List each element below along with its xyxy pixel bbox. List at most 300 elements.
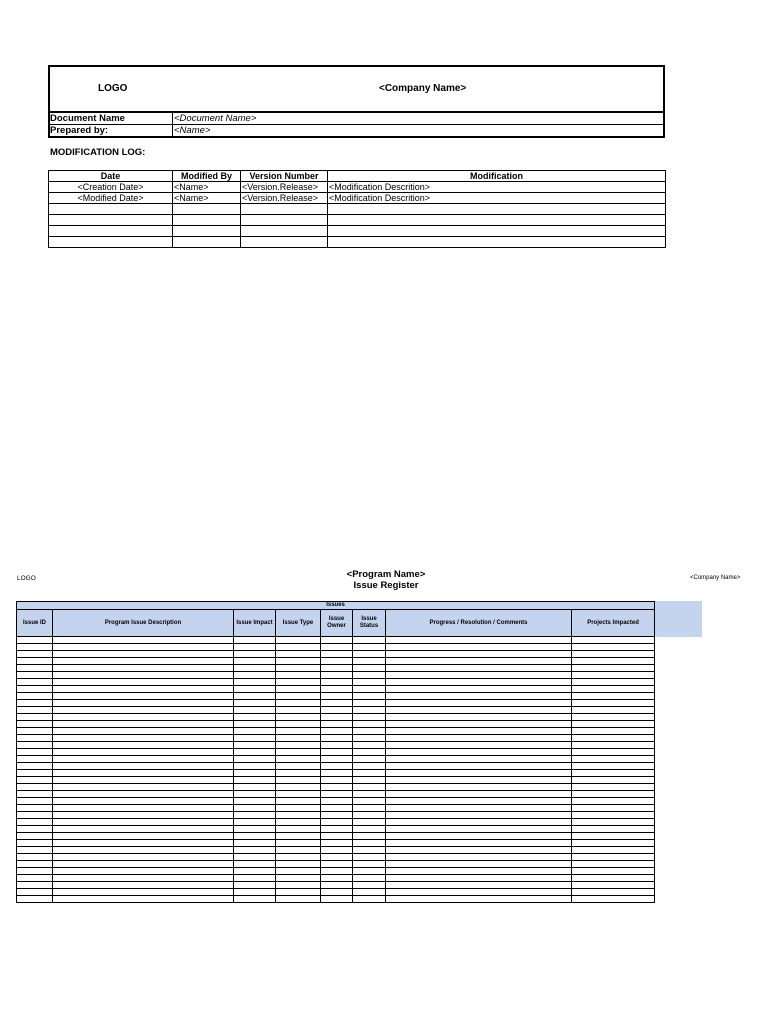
issue-cell[interactable] [17, 854, 53, 861]
issue-cell[interactable] [572, 665, 655, 672]
issue-cell[interactable] [53, 658, 234, 665]
issue-cell[interactable] [234, 721, 276, 728]
issue-cell[interactable] [17, 735, 53, 742]
issue-cell[interactable] [321, 756, 353, 763]
issue-cell[interactable] [572, 735, 655, 742]
issue-cell[interactable] [353, 728, 386, 735]
issue-cell[interactable] [321, 749, 353, 756]
issue-cell[interactable] [234, 728, 276, 735]
issue-cell[interactable] [353, 840, 386, 847]
issue-cell[interactable] [321, 868, 353, 875]
issue-cell[interactable] [53, 812, 234, 819]
issue-cell[interactable] [276, 658, 321, 665]
issue-cell[interactable] [353, 833, 386, 840]
issue-cell[interactable] [234, 658, 276, 665]
issue-cell[interactable] [17, 700, 53, 707]
issue-cell[interactable] [17, 777, 53, 784]
issue-cell[interactable] [53, 784, 234, 791]
cell-date[interactable] [49, 204, 173, 215]
issue-cell[interactable] [353, 637, 386, 644]
issue-cell[interactable] [234, 784, 276, 791]
issue-cell[interactable] [234, 882, 276, 889]
issue-cell[interactable] [276, 798, 321, 805]
issue-cell[interactable] [276, 819, 321, 826]
issue-cell[interactable] [276, 714, 321, 721]
cell-version[interactable] [241, 226, 328, 237]
issue-cell[interactable] [276, 672, 321, 679]
issue-cell[interactable] [17, 791, 53, 798]
issue-cell[interactable] [53, 875, 234, 882]
issue-cell[interactable] [17, 644, 53, 651]
issue-cell[interactable] [572, 833, 655, 840]
issue-cell[interactable] [17, 693, 53, 700]
issue-cell[interactable] [17, 658, 53, 665]
issue-cell[interactable] [321, 889, 353, 896]
issue-cell[interactable] [17, 819, 53, 826]
issue-cell[interactable] [386, 693, 572, 700]
issue-cell[interactable] [53, 714, 234, 721]
issue-cell[interactable] [234, 742, 276, 749]
cell-modification[interactable] [328, 226, 666, 237]
issue-cell[interactable] [17, 882, 53, 889]
issue-cell[interactable] [17, 770, 53, 777]
issue-cell[interactable] [572, 749, 655, 756]
issue-cell[interactable] [386, 854, 572, 861]
issue-cell[interactable] [321, 714, 353, 721]
issue-cell[interactable] [572, 868, 655, 875]
issue-cell[interactable] [572, 875, 655, 882]
issue-cell[interactable] [572, 707, 655, 714]
issue-cell[interactable] [386, 686, 572, 693]
issue-cell[interactable] [353, 798, 386, 805]
cell-modification[interactable] [328, 204, 666, 215]
issue-cell[interactable] [353, 735, 386, 742]
issue-cell[interactable] [321, 777, 353, 784]
issue-cell[interactable] [572, 798, 655, 805]
issue-cell[interactable] [276, 700, 321, 707]
issue-cell[interactable] [276, 686, 321, 693]
issue-cell[interactable] [386, 749, 572, 756]
issue-cell[interactable] [53, 735, 234, 742]
issue-cell[interactable] [353, 714, 386, 721]
issue-cell[interactable] [572, 728, 655, 735]
issue-cell[interactable] [234, 889, 276, 896]
issue-cell[interactable] [321, 875, 353, 882]
issue-cell[interactable] [53, 833, 234, 840]
issue-cell[interactable] [321, 784, 353, 791]
issue-cell[interactable] [572, 679, 655, 686]
issue-cell[interactable] [276, 728, 321, 735]
issue-cell[interactable] [276, 756, 321, 763]
issue-cell[interactable] [353, 791, 386, 798]
issue-cell[interactable] [17, 798, 53, 805]
issue-cell[interactable] [17, 707, 53, 714]
issue-cell[interactable] [17, 728, 53, 735]
issue-cell[interactable] [572, 637, 655, 644]
issue-cell[interactable] [276, 651, 321, 658]
issue-cell[interactable] [276, 644, 321, 651]
issue-cell[interactable] [53, 882, 234, 889]
issue-cell[interactable] [53, 798, 234, 805]
issue-cell[interactable] [386, 672, 572, 679]
issue-cell[interactable] [53, 826, 234, 833]
issue-cell[interactable] [386, 882, 572, 889]
cell-modification[interactable] [328, 237, 666, 248]
issue-cell[interactable] [386, 763, 572, 770]
issue-cell[interactable] [572, 854, 655, 861]
issue-cell[interactable] [53, 672, 234, 679]
issue-cell[interactable] [276, 742, 321, 749]
issue-cell[interactable] [234, 868, 276, 875]
issue-cell[interactable] [572, 840, 655, 847]
issue-cell[interactable] [234, 840, 276, 847]
issue-cell[interactable] [234, 833, 276, 840]
issue-cell[interactable] [53, 644, 234, 651]
issue-cell[interactable] [53, 770, 234, 777]
issue-cell[interactable] [276, 840, 321, 847]
issue-cell[interactable] [353, 749, 386, 756]
issue-cell[interactable] [234, 735, 276, 742]
issue-cell[interactable] [321, 798, 353, 805]
issue-cell[interactable] [17, 679, 53, 686]
issue-cell[interactable] [386, 700, 572, 707]
issue-cell[interactable] [53, 707, 234, 714]
issue-cell[interactable] [386, 861, 572, 868]
issue-cell[interactable] [234, 749, 276, 756]
issue-cell[interactable] [572, 784, 655, 791]
cell-date[interactable]: <Creation Date> [49, 182, 173, 193]
issue-cell[interactable] [386, 728, 572, 735]
issue-cell[interactable] [53, 805, 234, 812]
issue-cell[interactable] [17, 756, 53, 763]
issue-cell[interactable] [386, 833, 572, 840]
issue-cell[interactable] [353, 896, 386, 903]
issue-cell[interactable] [572, 658, 655, 665]
issue-cell[interactable] [17, 637, 53, 644]
issue-cell[interactable] [53, 651, 234, 658]
issue-cell[interactable] [17, 889, 53, 896]
issue-cell[interactable] [17, 672, 53, 679]
issue-cell[interactable] [276, 882, 321, 889]
issue-cell[interactable] [321, 721, 353, 728]
issue-cell[interactable] [17, 833, 53, 840]
issue-cell[interactable] [321, 700, 353, 707]
issue-cell[interactable] [53, 889, 234, 896]
issue-cell[interactable] [321, 840, 353, 847]
issue-cell[interactable] [572, 896, 655, 903]
issue-cell[interactable] [321, 707, 353, 714]
issue-cell[interactable] [353, 700, 386, 707]
issue-cell[interactable] [353, 679, 386, 686]
issue-cell[interactable] [17, 805, 53, 812]
issue-cell[interactable] [234, 651, 276, 658]
issue-cell[interactable] [386, 868, 572, 875]
issue-cell[interactable] [53, 854, 234, 861]
issue-cell[interactable] [17, 847, 53, 854]
issue-cell[interactable] [572, 672, 655, 679]
issue-cell[interactable] [17, 714, 53, 721]
issue-cell[interactable] [234, 756, 276, 763]
issue-cell[interactable] [572, 651, 655, 658]
issue-cell[interactable] [17, 861, 53, 868]
issue-cell[interactable] [572, 805, 655, 812]
issue-cell[interactable] [17, 742, 53, 749]
issue-cell[interactable] [386, 791, 572, 798]
issue-cell[interactable] [386, 679, 572, 686]
issue-cell[interactable] [353, 868, 386, 875]
issue-cell[interactable] [17, 784, 53, 791]
issue-cell[interactable] [53, 728, 234, 735]
issue-cell[interactable] [17, 721, 53, 728]
issue-cell[interactable] [321, 791, 353, 798]
cell-date[interactable] [49, 226, 173, 237]
issue-cell[interactable] [321, 637, 353, 644]
issue-cell[interactable] [386, 735, 572, 742]
cell-version[interactable]: <Version.Release> [241, 193, 328, 204]
issue-cell[interactable] [53, 700, 234, 707]
issue-cell[interactable] [386, 665, 572, 672]
issue-cell[interactable] [386, 805, 572, 812]
issue-cell[interactable] [234, 798, 276, 805]
issue-cell[interactable] [17, 812, 53, 819]
issue-cell[interactable] [53, 721, 234, 728]
cell-modified-by[interactable]: <Name> [173, 182, 241, 193]
issue-cell[interactable] [572, 882, 655, 889]
issue-cell[interactable] [276, 693, 321, 700]
cell-modified-by[interactable] [173, 226, 241, 237]
issue-cell[interactable] [321, 896, 353, 903]
issue-cell[interactable] [353, 777, 386, 784]
issue-cell[interactable] [234, 791, 276, 798]
issue-cell[interactable] [53, 756, 234, 763]
issue-cell[interactable] [321, 728, 353, 735]
issue-cell[interactable] [353, 721, 386, 728]
issue-cell[interactable] [353, 707, 386, 714]
issue-cell[interactable] [234, 644, 276, 651]
issue-cell[interactable] [17, 763, 53, 770]
cell-version[interactable] [241, 237, 328, 248]
issue-cell[interactable] [53, 742, 234, 749]
issue-cell[interactable] [276, 735, 321, 742]
issue-cell[interactable] [386, 784, 572, 791]
issue-cell[interactable] [353, 889, 386, 896]
issue-cell[interactable] [572, 700, 655, 707]
issue-cell[interactable] [572, 777, 655, 784]
issue-cell[interactable] [353, 812, 386, 819]
issue-cell[interactable] [321, 763, 353, 770]
issue-cell[interactable] [386, 826, 572, 833]
issue-cell[interactable] [276, 749, 321, 756]
cell-modified-by[interactable]: <Name> [173, 193, 241, 204]
cell-modified-by[interactable] [173, 204, 241, 215]
issue-cell[interactable] [386, 707, 572, 714]
issue-cell[interactable] [353, 826, 386, 833]
issue-cell[interactable] [276, 721, 321, 728]
issue-cell[interactable] [572, 861, 655, 868]
issue-cell[interactable] [276, 791, 321, 798]
issue-cell[interactable] [17, 875, 53, 882]
issue-cell[interactable] [53, 819, 234, 826]
issue-cell[interactable] [321, 651, 353, 658]
issue-cell[interactable] [572, 721, 655, 728]
issue-cell[interactable] [276, 847, 321, 854]
issue-cell[interactable] [234, 770, 276, 777]
issue-cell[interactable] [53, 749, 234, 756]
issue-cell[interactable] [572, 686, 655, 693]
cell-modification[interactable]: <Modification Descrition> [328, 182, 666, 193]
cell-modified-by[interactable] [173, 215, 241, 226]
issue-cell[interactable] [386, 875, 572, 882]
issue-cell[interactable] [321, 686, 353, 693]
issue-cell[interactable] [234, 665, 276, 672]
issue-cell[interactable] [53, 840, 234, 847]
issue-cell[interactable] [386, 651, 572, 658]
issue-cell[interactable] [321, 665, 353, 672]
prepared-by-value[interactable]: <Name> [173, 125, 664, 137]
issue-cell[interactable] [276, 826, 321, 833]
issue-cell[interactable] [386, 721, 572, 728]
issue-cell[interactable] [276, 665, 321, 672]
issue-cell[interactable] [276, 896, 321, 903]
issue-cell[interactable] [386, 847, 572, 854]
issue-cell[interactable] [321, 658, 353, 665]
issue-cell[interactable] [276, 707, 321, 714]
cell-version[interactable] [241, 215, 328, 226]
cell-date[interactable] [49, 237, 173, 248]
issue-cell[interactable] [234, 686, 276, 693]
issue-cell[interactable] [321, 833, 353, 840]
cell-date[interactable]: <Modified Date> [49, 193, 173, 204]
issue-cell[interactable] [321, 861, 353, 868]
issue-cell[interactable] [53, 665, 234, 672]
issue-cell[interactable] [321, 735, 353, 742]
issue-cell[interactable] [386, 770, 572, 777]
issue-cell[interactable] [17, 686, 53, 693]
document-name-value[interactable]: <Document Name> [174, 113, 257, 124]
issue-cell[interactable] [572, 714, 655, 721]
issue-cell[interactable] [276, 861, 321, 868]
cell-modification[interactable]: <Modification Descrition> [328, 193, 666, 204]
issue-cell[interactable] [353, 805, 386, 812]
issue-cell[interactable] [572, 791, 655, 798]
issue-cell[interactable] [276, 777, 321, 784]
issue-cell[interactable] [572, 770, 655, 777]
issue-cell[interactable] [321, 826, 353, 833]
issue-cell[interactable] [276, 854, 321, 861]
issue-cell[interactable] [17, 868, 53, 875]
issue-cell[interactable] [353, 665, 386, 672]
issue-cell[interactable] [234, 777, 276, 784]
issue-cell[interactable] [386, 777, 572, 784]
issue-cell[interactable] [321, 882, 353, 889]
issue-cell[interactable] [234, 714, 276, 721]
issue-cell[interactable] [353, 756, 386, 763]
issue-cell[interactable] [353, 770, 386, 777]
issue-cell[interactable] [386, 798, 572, 805]
issue-cell[interactable] [276, 868, 321, 875]
issue-cell[interactable] [386, 812, 572, 819]
cell-version[interactable] [241, 204, 328, 215]
issue-cell[interactable] [386, 658, 572, 665]
issue-cell[interactable] [321, 819, 353, 826]
issue-cell[interactable] [17, 896, 53, 903]
issue-cell[interactable] [53, 791, 234, 798]
issue-cell[interactable] [353, 693, 386, 700]
issue-cell[interactable] [386, 819, 572, 826]
issue-cell[interactable] [234, 854, 276, 861]
issue-cell[interactable] [353, 882, 386, 889]
issue-cell[interactable] [572, 644, 655, 651]
issue-cell[interactable] [321, 742, 353, 749]
issue-cell[interactable] [234, 805, 276, 812]
issue-cell[interactable] [53, 637, 234, 644]
issue-cell[interactable] [386, 714, 572, 721]
issue-cell[interactable] [353, 658, 386, 665]
issue-cell[interactable] [321, 672, 353, 679]
issue-cell[interactable] [353, 847, 386, 854]
issue-cell[interactable] [53, 868, 234, 875]
issue-cell[interactable] [353, 784, 386, 791]
cell-version[interactable]: <Version.Release> [241, 182, 328, 193]
issue-cell[interactable] [234, 672, 276, 679]
issue-cell[interactable] [234, 763, 276, 770]
issue-cell[interactable] [276, 637, 321, 644]
issue-cell[interactable] [234, 847, 276, 854]
issue-cell[interactable] [386, 896, 572, 903]
issue-cell[interactable] [321, 679, 353, 686]
issue-cell[interactable] [234, 637, 276, 644]
issue-cell[interactable] [17, 826, 53, 833]
issue-cell[interactable] [234, 896, 276, 903]
issue-cell[interactable] [386, 637, 572, 644]
issue-cell[interactable] [17, 651, 53, 658]
issue-cell[interactable] [234, 875, 276, 882]
issue-cell[interactable] [321, 812, 353, 819]
issue-cell[interactable] [53, 686, 234, 693]
issue-cell[interactable] [353, 742, 386, 749]
issue-cell[interactable] [353, 875, 386, 882]
issue-cell[interactable] [321, 854, 353, 861]
issue-cell[interactable] [572, 756, 655, 763]
issue-cell[interactable] [276, 763, 321, 770]
issue-cell[interactable] [276, 875, 321, 882]
issue-cell[interactable] [53, 847, 234, 854]
issue-cell[interactable] [17, 749, 53, 756]
issue-cell[interactable] [234, 700, 276, 707]
issue-cell[interactable] [234, 812, 276, 819]
issue-cell[interactable] [234, 693, 276, 700]
issue-cell[interactable] [276, 812, 321, 819]
issue-cell[interactable] [572, 889, 655, 896]
issue-cell[interactable] [572, 819, 655, 826]
issue-cell[interactable] [353, 651, 386, 658]
issue-cell[interactable] [276, 889, 321, 896]
issue-cell[interactable] [234, 679, 276, 686]
issue-cell[interactable] [234, 826, 276, 833]
issue-cell[interactable] [53, 693, 234, 700]
issue-cell[interactable] [321, 693, 353, 700]
issue-cell[interactable] [353, 644, 386, 651]
issue-cell[interactable] [321, 847, 353, 854]
issue-cell[interactable] [386, 840, 572, 847]
issue-cell[interactable] [572, 847, 655, 854]
issue-cell[interactable] [353, 686, 386, 693]
issue-cell[interactable] [353, 672, 386, 679]
issue-cell[interactable] [234, 861, 276, 868]
issue-cell[interactable] [17, 840, 53, 847]
issue-cell[interactable] [321, 770, 353, 777]
issue-cell[interactable] [386, 644, 572, 651]
